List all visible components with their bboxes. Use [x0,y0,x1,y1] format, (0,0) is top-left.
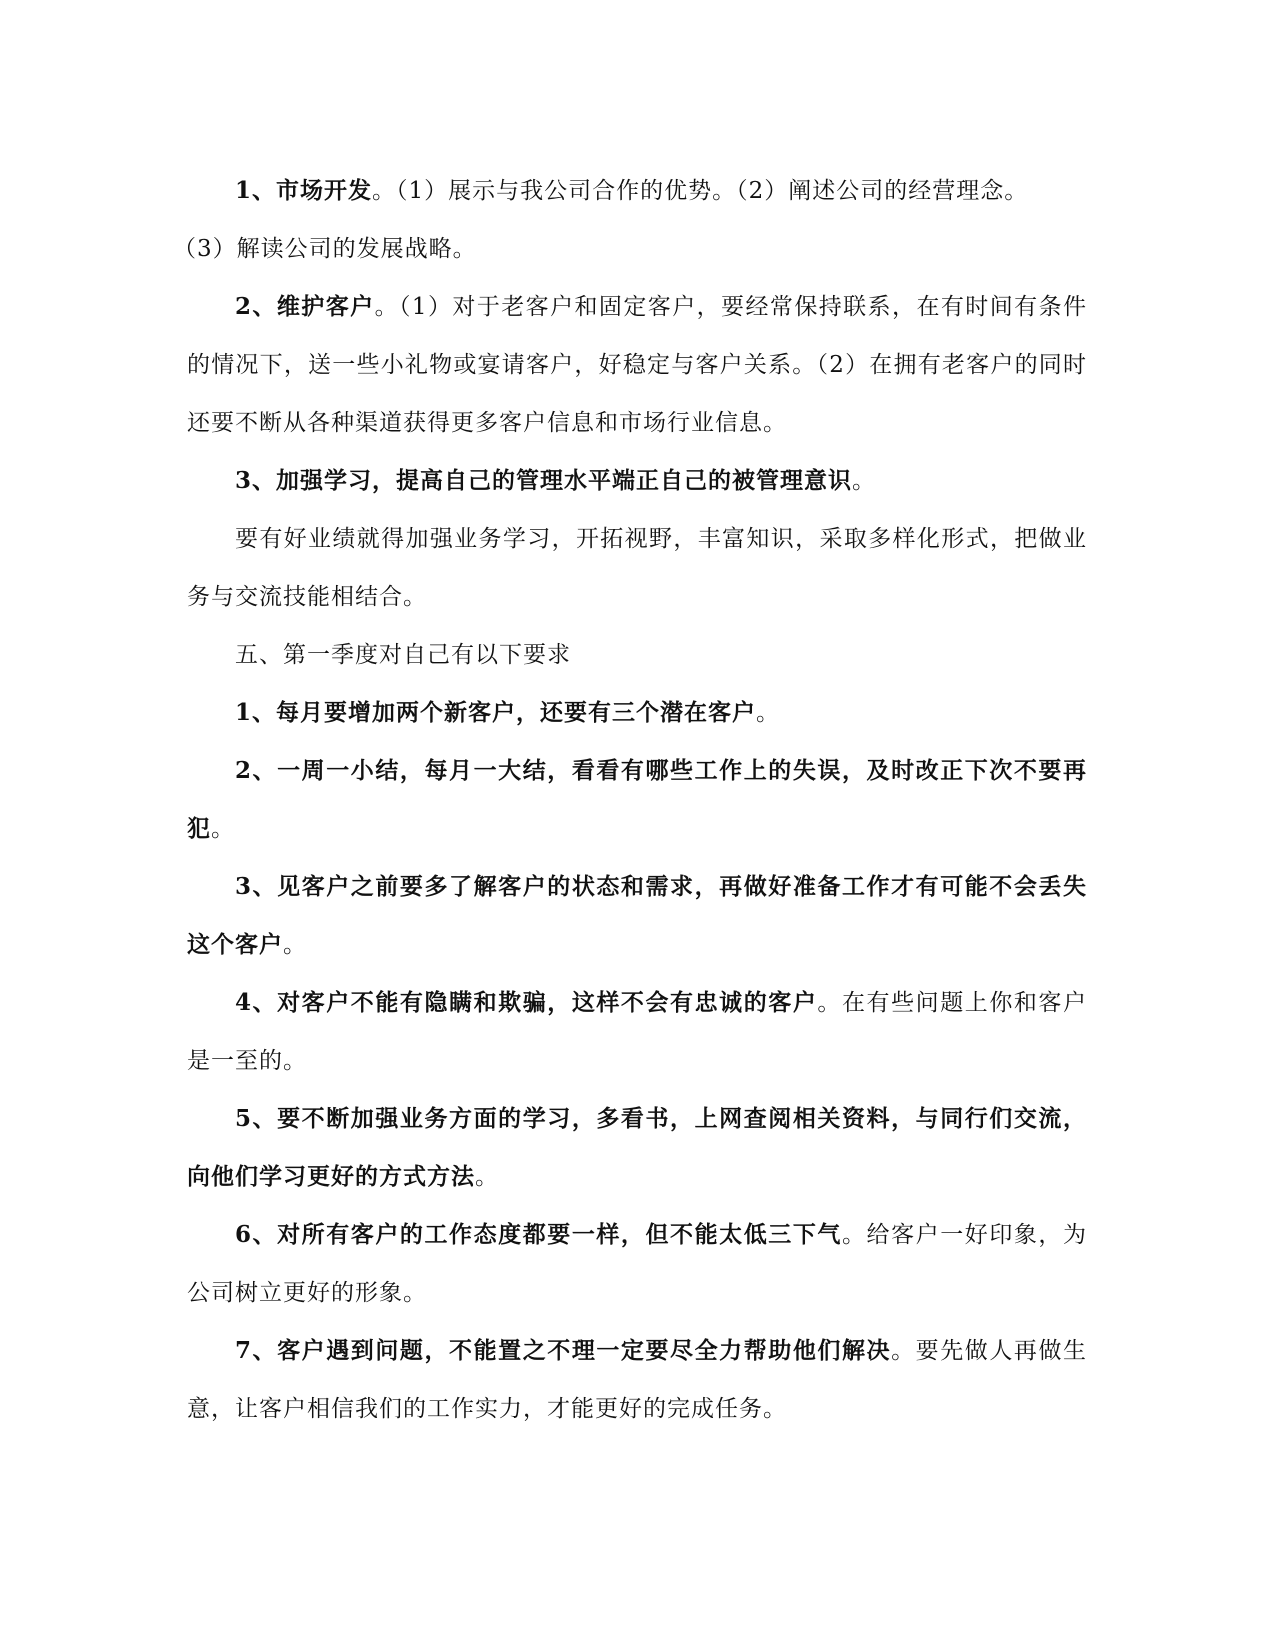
requirement-3-text: 。 [283,932,307,958]
document-body [173,162,1088,1438]
requirement-6-bold: 6、对所有客户的工作态度都要一样，但不能太低三下气 [235,1221,842,1248]
requirement-3-bold: 3、见客户之前要多了解客户的状态和需求，再做好准备工作才有可能不会丢失这个客户 [187,873,1087,958]
requirement-item-7 [187,1322,1087,1438]
requirement-4-bold: 4、对客户不能有隐瞒和欺骗，这样不会有忠诚的客户 [235,989,818,1016]
text-learning-detail: 要有好业绩就得加强业务学习，开拓视野，丰富知识，采取多样化形式，把做业务与交流技能相结合。 [187,526,1087,610]
heading-maintain-customers: 2、维护客户 [235,293,375,320]
requirement-1-bold: 1、每月要增加两个新客户，还要有三个潜在客户 [235,699,757,726]
requirement-5-text: 。 [475,1164,499,1190]
requirement-7-text: 。要先做人再做生意，让客户相信我们的工作实力，才能更好的完成任务。 [187,1338,1088,1422]
heading-market-development: 1、市场开发 [235,177,373,204]
text-maintain-customers: 。（1）对于老客户和固定客户，要经常保持联系，在有时间有条件的情况下，送一些小礼物或宴请客户，好稳定与客户关系。（2）在拥有老客户的同时还要不断从各种渠道获得更多客户信息和市场行业信息。 [187,294,1087,436]
requirement-2-bold: 2、一周一小结，每月一大结，看看有哪些工作上的失误，及时改正下次不要再犯 [187,757,1087,842]
section-heading-q1-requirements [187,626,1087,684]
requirement-7-bold: 7、客户遇到问题，不能置之不理一定要尽全力帮助他们解决 [235,1337,892,1364]
requirement-item-6 [187,1206,1087,1322]
requirement-item-5 [187,1090,1087,1206]
requirement-item-4 [187,974,1087,1090]
requirement-5-bold: 5、要不断加强业务方面的学习，多看书，上网查阅相关资料，与同行们交流，向他们学习更好的方式方法 [187,1105,1087,1190]
text-market-development-cont: （3）解读公司的发展战略。 [173,236,477,262]
text-strengthen-learning: 。 [852,468,877,494]
requirement-item-1 [187,684,1087,742]
requirement-6-text: 。给客户一好印象，为公司树立更好的形象。 [187,1222,1087,1306]
paragraph-learning-detail [187,510,1087,626]
requirement-4-text: 。在有些问题上你和客户是一至的。 [187,990,1087,1074]
requirement-1-text: 。 [756,700,781,726]
paragraph-strengthen-learning [187,452,1087,510]
requirement-item-2 [187,742,1087,858]
requirement-2-text: 。 [211,816,235,842]
text-market-development: 。（1）展示与我公司合作的优势。（2）阐述公司的经营理念。 [372,178,1029,204]
heading-strengthen-learning: 3、加强学习，提高自己的管理水平端正自己的被管理意识 [235,467,853,494]
requirement-item-3 [187,858,1087,974]
paragraph-maintain-customers [187,278,1087,452]
paragraph-market-development [187,162,1087,220]
paragraph-market-development-cont [173,220,1087,278]
text-q1-requirements: 五、第一季度对自己有以下要求 [235,642,571,668]
